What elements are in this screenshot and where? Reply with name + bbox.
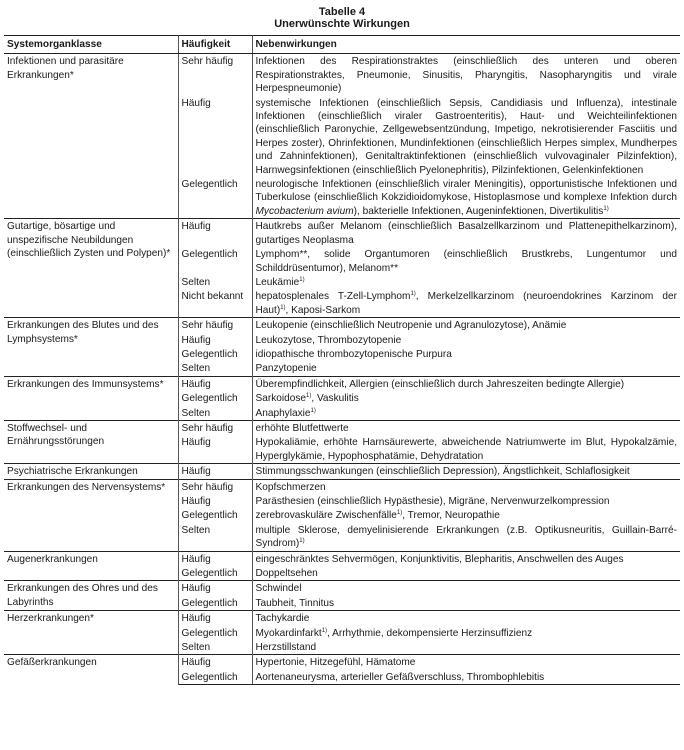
side-effects-cell: Taubheit, Tinnitus <box>255 597 335 609</box>
frequency-cell: Selten <box>178 275 252 289</box>
table-row <box>4 318 680 333</box>
organ-class-cell: Gefäßerkrankungen <box>4 655 178 685</box>
footnote-marker: 1) <box>410 291 416 298</box>
frequency-cell: Gelegentlich <box>178 247 252 275</box>
frequency-cell: Selten <box>178 523 252 551</box>
table-header-row <box>4 36 680 54</box>
frequency-cell: Häufig <box>178 494 252 508</box>
frequency-cell: Häufig <box>178 219 252 247</box>
frequency-cell: Gelegentlich <box>178 670 252 685</box>
side-effects-cell: Aortenaneurysma, arterieller Gefäßverschluss, Thrombophlebitis <box>252 670 680 685</box>
header-organ-class: Systemorganklasse <box>4 36 178 54</box>
table-row <box>4 551 680 566</box>
side-effects-cell <box>252 626 680 640</box>
frequency-cell: Häufig <box>178 435 252 463</box>
side-effects-cell <box>252 275 680 289</box>
frequency-cell: Gelegentlich <box>178 391 252 405</box>
table-row <box>4 54 680 96</box>
side-effects-cell: Überempfindlichkeit, Allergien (einschließlich durch Jahreszeiten bedingte Allergie) <box>252 376 680 391</box>
side-effects-cell: Kopfschmerzen <box>252 479 680 494</box>
side-effects-cell: Tachykardie <box>252 611 680 626</box>
frequency-cell: Häufig <box>178 96 252 177</box>
text-part: hepatosplenales T-Zell-Lymphom <box>255 291 411 303</box>
organ-class-cell: Augenerkrankungen <box>4 551 178 581</box>
footnote-marker: 1) <box>396 510 403 517</box>
side-effects-cell: Doppeltsehen <box>255 568 318 580</box>
side-effects-cell: Parästhesien (einschließlich Hypästhesie), Migräne, Nervenwurzelkompression <box>255 496 610 507</box>
frequency-cell: Selten <box>178 361 252 376</box>
table-row <box>4 219 680 247</box>
text-part: ), bakterielle Infektionen, Augeninfektionen, Divertikulitis <box>353 205 604 217</box>
text-part: zerebrovaskuläre Zwischenfälle <box>255 510 397 522</box>
italic-organism: Mycobacterium avium <box>255 205 354 217</box>
organ-class-cell: Psychiatrische Erkrankungen <box>4 464 178 479</box>
footnote-marker: 1) <box>321 627 328 634</box>
frequency-cell: Gelegentlich <box>178 566 252 581</box>
side-effects-table <box>4 35 680 685</box>
side-effects-cell: erhöhte Blutfettwerte <box>252 420 680 435</box>
text-part: , Arrhythmie, dekompensierte Herzinsuffizienz <box>327 627 533 639</box>
frequency-cell: Gelegentlich <box>178 177 252 219</box>
frequency-cell: Häufig <box>178 464 252 479</box>
organ-class-cell: Herzerkrankungen* <box>4 611 178 655</box>
footnote-marker: 1) <box>310 407 316 414</box>
side-effects-cell: Herzstillstand <box>255 642 317 654</box>
text-part: Leukämie <box>255 276 300 288</box>
text-part: Anaphylaxie <box>255 407 311 419</box>
table-row <box>4 479 680 494</box>
side-effects-cell <box>252 177 680 219</box>
organ-class-cell: Gutartige, bösartige und unspezifische Neubildungen (einschließlich Zysten und Polypen)* <box>4 219 178 318</box>
table-row <box>4 655 680 670</box>
text-part: , Vaskulitis <box>311 393 359 405</box>
text-part: neurologische Infektionen (einschließlich viraler Meningitis), opportunistische Infektionen und Tuberkulose (einschließlich Kokzidioidomykose, Histoplasmose und komplexe Infektion durch <box>255 179 677 204</box>
footnote-marker: 1) <box>306 393 312 400</box>
side-effects-cell <box>252 391 680 405</box>
table-row <box>4 581 680 596</box>
organ-class-cell: Erkrankungen des Blutes und des Lymphsystems* <box>4 318 178 377</box>
frequency-cell: Gelegentlich <box>178 596 252 611</box>
frequency-cell: Selten <box>178 406 252 421</box>
frequency-cell: Nicht bekannt <box>178 289 252 317</box>
text-part: Sarkoidose <box>255 393 306 405</box>
side-effects-cell: Leukopenie (einschließlich Neutropenie und Agranulozytose), Anämie <box>252 318 680 333</box>
text-part: multiple Sklerose, demyelinisierende Erkrankungen (z.B. Optikusneuritis, Guillain-Barré-Syndrom) <box>255 524 677 550</box>
frequency-cell: Häufig <box>178 611 252 626</box>
side-effects-cell <box>252 289 680 317</box>
table-title: Unerwünschte Wirkungen <box>274 18 410 30</box>
side-effects-cell: Hautkrebs außer Melanom (einschließlich Basalzellkarzinom und Plattenepithelkarzinom), gutartiges Neoplasma <box>252 219 680 247</box>
organ-class-cell: Erkrankungen des Ohres und des Labyrinths <box>4 581 178 611</box>
side-effects-cell: Lymphom**, solide Organtumoren (einschließlich Brustkrebs, Lungentumor und Schilddrüsentumor), Melanom** <box>255 249 677 274</box>
table-number: Tabelle 4 <box>318 6 366 18</box>
frequency-cell: Gelegentlich <box>178 626 252 640</box>
side-effects-cell: Stimmungsschwankungen (einschließlich Depression), Ängstlichkeit, Schlaflosigkeit <box>252 464 680 479</box>
side-effects-cell: Schwindel <box>252 581 680 596</box>
side-effects-cell: systemische Infektionen (einschließlich Sepsis, Candidiasis und Influenza), intestinale Infektionen (einschließlich viraler Gastroenteritis), Haut- und Weichteilinfektionen (einschließlich Paronychie, Zellgewebsentzündung, Impetigo, nekrotisierender Fasciitis und Herpes zoster), Ohrinfektionen, Mundinfektionen (einschließlich Herpes simplex, Mundherpes und Zahninfektionen), Genitaltraktinfektionen (einschließlich vulvovaginaler Pilzinfektion), Harnwegsinfektionen (einschließlich Pyelonephritis), Pilzinfektionen, Gelenkinfektionen <box>255 97 677 176</box>
text-part: , Kaposi-Sarkom <box>285 304 361 316</box>
footnote-marker: 1) <box>280 304 286 311</box>
table-row <box>4 611 680 626</box>
footnote-marker: 1) <box>299 276 305 283</box>
side-effects-cell <box>252 406 680 421</box>
side-effects-cell: Hypertonie, Hitzegefühl, Hämatome <box>252 655 680 670</box>
footnote-marker: 1) <box>603 205 609 212</box>
frequency-cell: Selten <box>178 640 252 655</box>
frequency-cell: Sehr häufig <box>178 54 252 96</box>
header-frequency: Häufigkeit <box>178 36 252 54</box>
frequency-cell: Gelegentlich <box>178 347 252 361</box>
text-part: Myokardinfarkt <box>255 627 322 639</box>
frequency-cell: Sehr häufig <box>178 479 252 494</box>
side-effects-cell <box>252 523 680 551</box>
frequency-cell: Sehr häufig <box>178 318 252 333</box>
frequency-cell: Häufig <box>178 655 252 670</box>
table-row <box>4 420 680 435</box>
side-effects-cell: Leukozytose, Thrombozytopenie <box>255 334 402 346</box>
side-effects-cell: eingeschränktes Sehvermögen, Konjunktivitis, Blepharitis, Anschwellen des Auges <box>252 551 680 566</box>
text-part: , Merkelzellkarzinom (neuroendokrines Karzinom der Haut) <box>255 291 677 316</box>
organ-class-cell: Erkrankungen des Immunsystems* <box>4 376 178 420</box>
table-row <box>4 464 680 479</box>
frequency-cell: Häufig <box>178 333 252 347</box>
organ-class-cell: Stoffwechsel- und Ernährungsstörungen <box>4 420 178 463</box>
frequency-cell: Häufig <box>178 376 252 391</box>
side-effects-cell: idiopathische thrombozytopenische Purpura <box>255 348 452 360</box>
side-effects-cell <box>252 508 680 522</box>
footnote-marker: 1) <box>299 538 305 545</box>
frequency-cell: Gelegentlich <box>178 508 252 522</box>
table-row <box>4 376 680 391</box>
text-part: , Tremor, Neuropathie <box>402 510 500 522</box>
organ-class-cell: Erkrankungen des Nervensystems* <box>4 479 178 551</box>
organ-class-cell: Infektionen und parasitäre Erkrankungen* <box>4 54 178 219</box>
frequency-cell: Sehr häufig <box>178 420 252 435</box>
frequency-cell: Häufig <box>178 581 252 596</box>
frequency-cell: Häufig <box>178 551 252 566</box>
side-effects-cell: Panzytopenie <box>255 363 317 375</box>
header-side-effects: Nebenwirkungen <box>252 36 680 54</box>
side-effects-cell: Hypokaliämie, erhöhte Harnsäurewerte, abweichende Natriumwerte im Blut, Hypokalzämie, Hyperglykämie, Hypophosphatämie, Dehydratation <box>255 437 677 462</box>
side-effects-cell: Infektionen des Respirationstraktes (einschließlich des unteren und oberen Respirationstraktes, Pneumonie, Sinusitis, Pharyngitis, Nasopharyngitis und virale Herpespneumonie) <box>252 54 680 96</box>
